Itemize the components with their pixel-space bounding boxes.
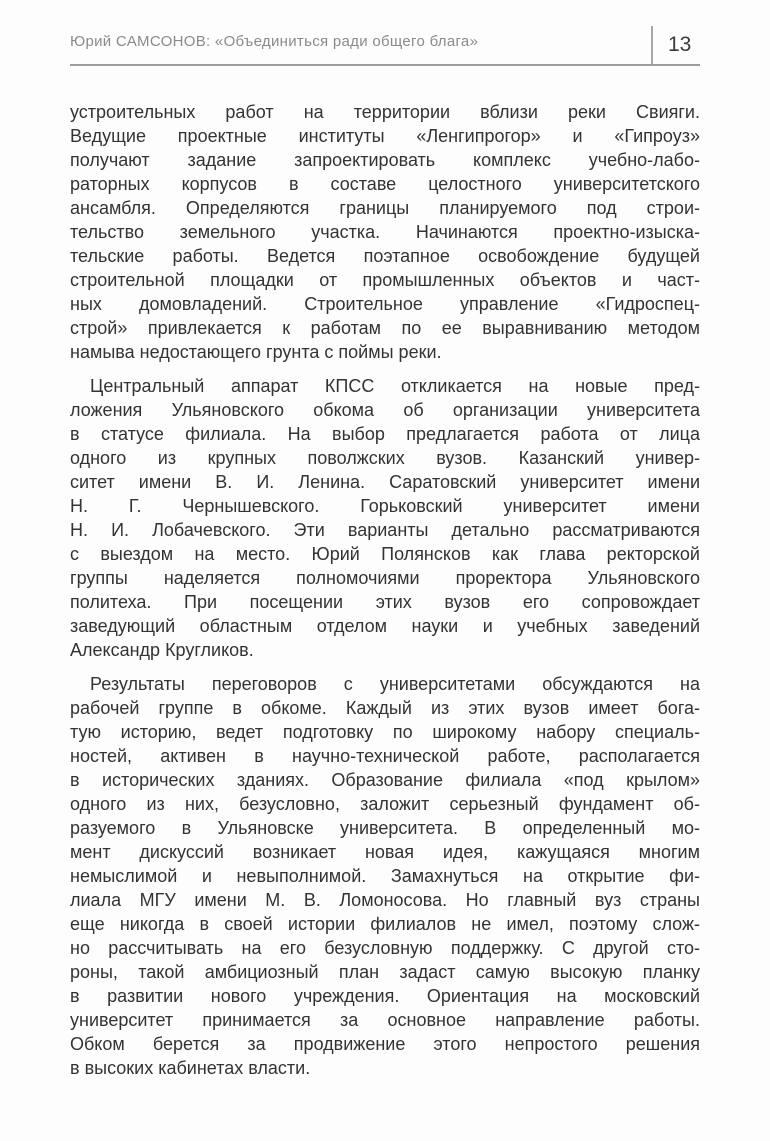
text-line: в развитии нового учреждения. Ориентация на московский [70,986,700,1006]
text-line: в высоких кабинетах власти. [70,1058,311,1078]
paragraph [70,672,700,1080]
text-line: немыслимой и невыполнимой. Замахнуться на открытие фи- [70,866,700,886]
text-line: Н. И. Лобачевского. Эти варианты детально рассматриваются [70,520,700,540]
text-line: университет принимается за основное направление работы. [70,1010,700,1030]
header-row [70,26,700,66]
text-line: роны, такой амбициозный план задаст самую высокую планку [70,962,700,982]
page-number-box [651,26,700,64]
text-line: лиала МГУ имени М. В. Ломоносова. Но главный вуз страны [70,890,700,910]
text-line: политеха. При посещении этих вузов его сопровождает [70,592,700,612]
text-line: Н. Г. Чернышевского. Горьковский университет имени [70,496,700,516]
text-line: ностей, активен в научно-технической работе, располагается [70,746,700,766]
text-line: ситет имени В. И. Ленина. Саратовский университет имени [70,472,700,492]
text-line: мент дискуссий возникает новая идея, кажущаяся многим [70,842,700,862]
text-line: тельские работы. Ведется поэтапное освобождение будущей [70,246,700,266]
text-line: строй» привлекается к работам по ее выравниванию методом [70,318,700,338]
text-line: тельство земельного участка. Начинаются проектно-изыска- [70,222,700,242]
text-line: в исторических зданиях. Образование филиала «под крылом» [70,770,700,790]
text-line: устроительных работ на территории вблизи реки Свияги. [70,102,700,122]
text-line: разуемого в Ульяновске университета. В определенный мо- [70,818,700,838]
page-header [70,26,700,66]
text-line: одного из них, безусловно, заложит серьезный фундамент об- [70,794,700,814]
text-line: одного из крупных поволжских вузов. Казанский универ- [70,448,700,468]
page-number: 13 [668,33,692,56]
text-line: Обком берется за продвижение этого непростого решения [70,1034,700,1054]
text-line: Результаты переговоров с университетами обсуждаются на [90,674,700,694]
running-title: Юрий САМСОНОВ: «Объединиться ради общего блага» [70,33,479,50]
text-line: ных домовладений. Строительное управление «Гидроспец- [70,294,700,314]
paragraph [70,374,700,662]
text-line: Ведущие проектные институты «Ленгипрогор» и «Гипроуз» [70,126,700,146]
text-line: с выездом на место. Юрий Полянсков как глава ректорской [70,544,700,564]
body-text [70,100,700,1080]
text-line: намыва недостающего грунта с поймы реки. [70,342,442,362]
paragraph [70,100,700,364]
text-line: в статусе филиала. На выбор предлагается работа от лица [70,424,700,444]
text-line: строительной площадки от промышленных объектов и част- [70,270,700,290]
text-line: Александр Кругликов. [70,640,254,660]
text-line: тую историю, ведет подготовку по широкому набору специаль- [70,722,700,742]
text-line: но рассчитывать на его безусловную поддержку. С другой сто- [70,938,700,958]
text-line: Центральный аппарат КПСС откликается на новые пред- [90,376,700,396]
text-line: заведующий областным отделом науки и учебных заведений [70,616,700,636]
text-line: ансамбля. Определяются границы планируемого под строи- [70,198,700,218]
text-line: раторных корпусов в составе целостного университетского [70,174,700,194]
text-line: рабочей группе в обкоме. Каждый из этих вузов имеет бога- [70,698,700,718]
text-line: еще никогда в своей истории филиалов не имел, поэтому слож- [70,914,700,934]
text-line: получают задание запроектировать комплекс учебно-лабо- [70,150,700,170]
text-line: группы наделяется полномочиями проректора Ульяновского [70,568,700,588]
text-line: ложения Ульяновского обкома об организации университета [70,400,700,420]
